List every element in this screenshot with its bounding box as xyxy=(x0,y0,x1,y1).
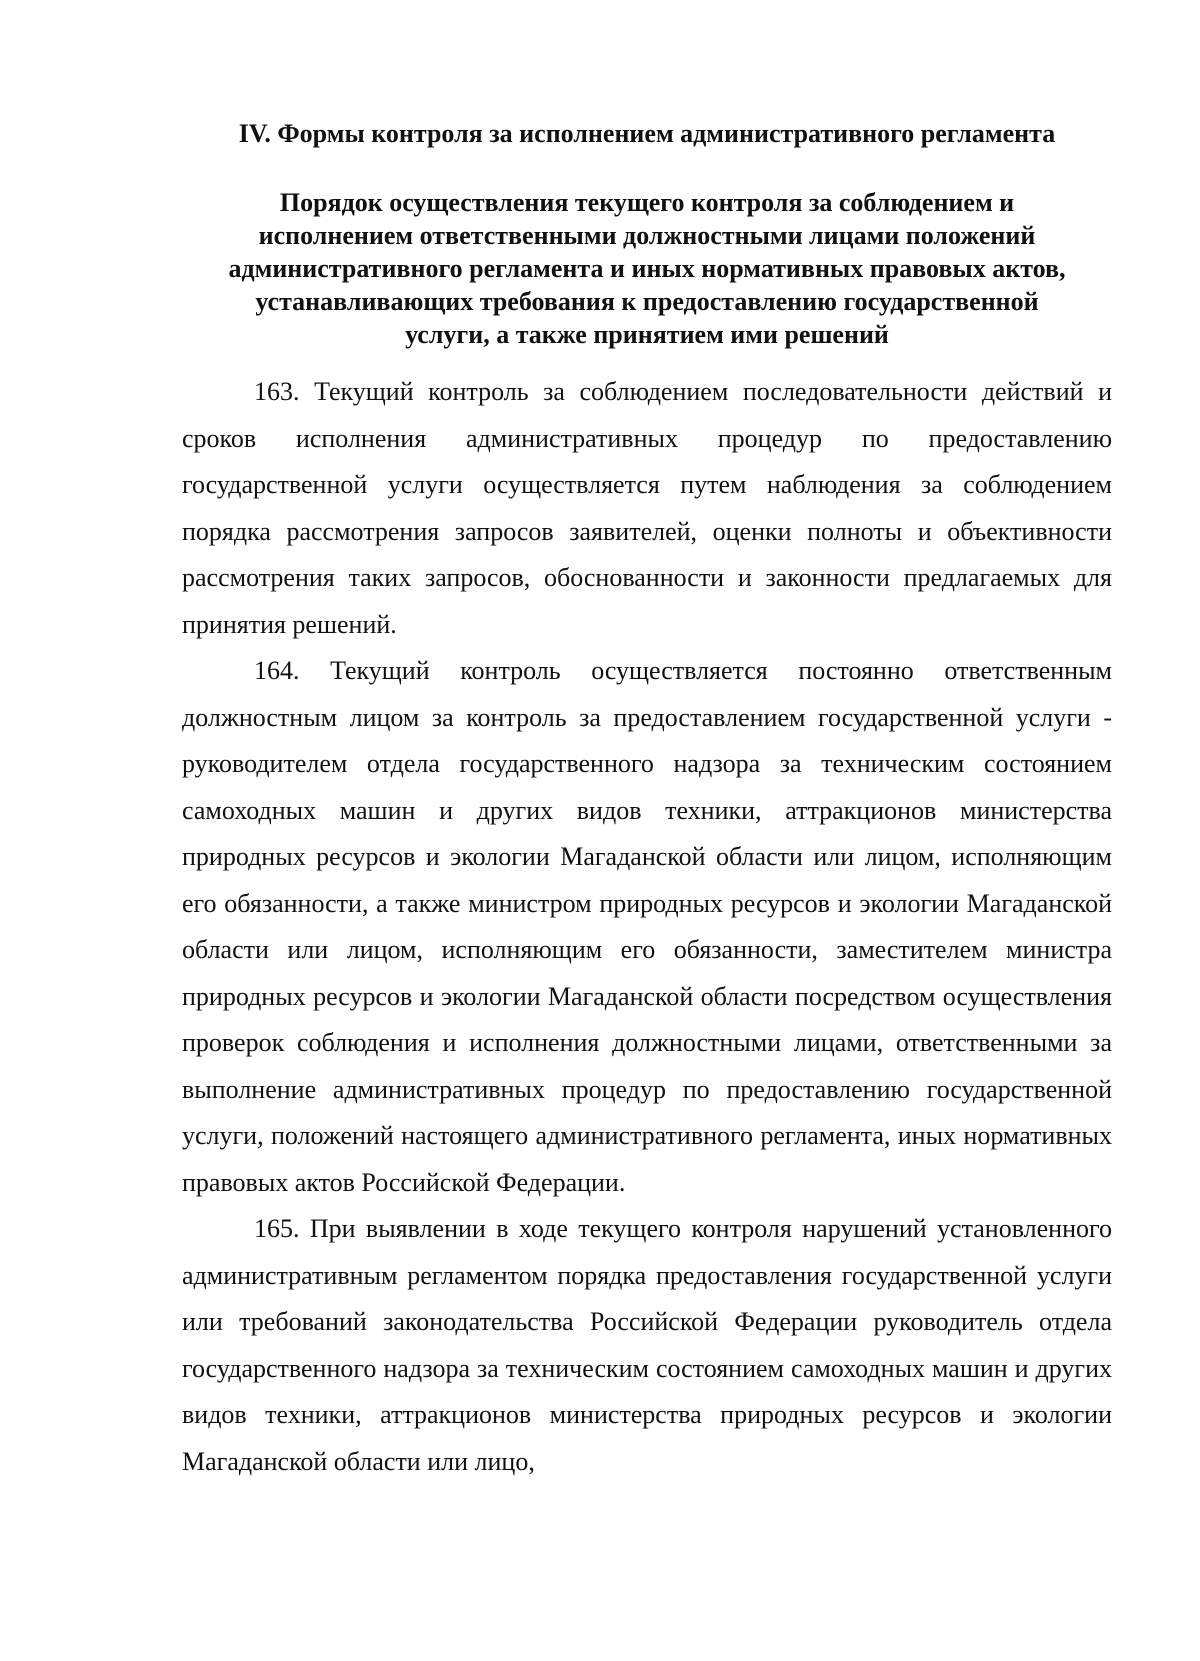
subsection-title xyxy=(182,186,1112,351)
subsection-title-line: исполнением ответственными должностными лицами положений xyxy=(258,221,1036,250)
subsection-title-line: административного регламента и иных нормативных правовых актов, xyxy=(228,254,1066,283)
paragraph-163: 163. Текущий контроль за соблюдением последовательности действий и сроков исполнения административных процедур по предоставлению государственной услуги осуществляется путем наблюдения за соблюдением порядка рассмотрения запросов заявителей, оценки полноты и объективности рассмотрения таких запросов, обоснованности и законности предлагаемых для принятия решений. xyxy=(182,377,1112,639)
subsection-title-line: услуги, а также принятием ими решений xyxy=(405,320,889,349)
paragraph-165: 165. При выявлении в ходе текущего контроля нарушений установленного административным регламентом порядка предоставления государственной услуги или требований законодательства Российской Федерации руководитель отдела государственного надзора за техническим состоянием самоходных машин и других видов техники, аттракционов министерства природных ресурсов и экологии Магаданской области или лицо, xyxy=(182,1214,1112,1476)
section-title: IV. Формы контроля за исполнением административного регламента xyxy=(238,119,1056,148)
paragraph-164: 164. Текущий контроль осуществляется постоянно ответственным должностным лицом за контроль за предоставлением государственной услуги - руководителем отдела государственного надзора за техническим состоянием самоходных машин и других видов техники, аттракционов министерства природных ресурсов и экологии Магаданской области или лицом, исполняющим его обязанности, а также министром природных ресурсов и экологии Магаданской области или лицом, исполняющим его обязанности, заместителем министра природных ресурсов и экологии Магаданской области посредством осуществления проверок соблюдения и исполнения должностными лицами, ответственными за выполнение административных процедур по предоставлению государственной услуги, положений настоящего административного регламента, иных нормативных правовых актов Российской Федерации. xyxy=(182,656,1112,1197)
subsection-title-line: устанавливающих требования к предоставлению государственной xyxy=(255,287,1039,316)
subsection-title-line: Порядок осуществления текущего контроля за соблюдением и xyxy=(279,188,1015,217)
document-page xyxy=(182,118,1112,1485)
